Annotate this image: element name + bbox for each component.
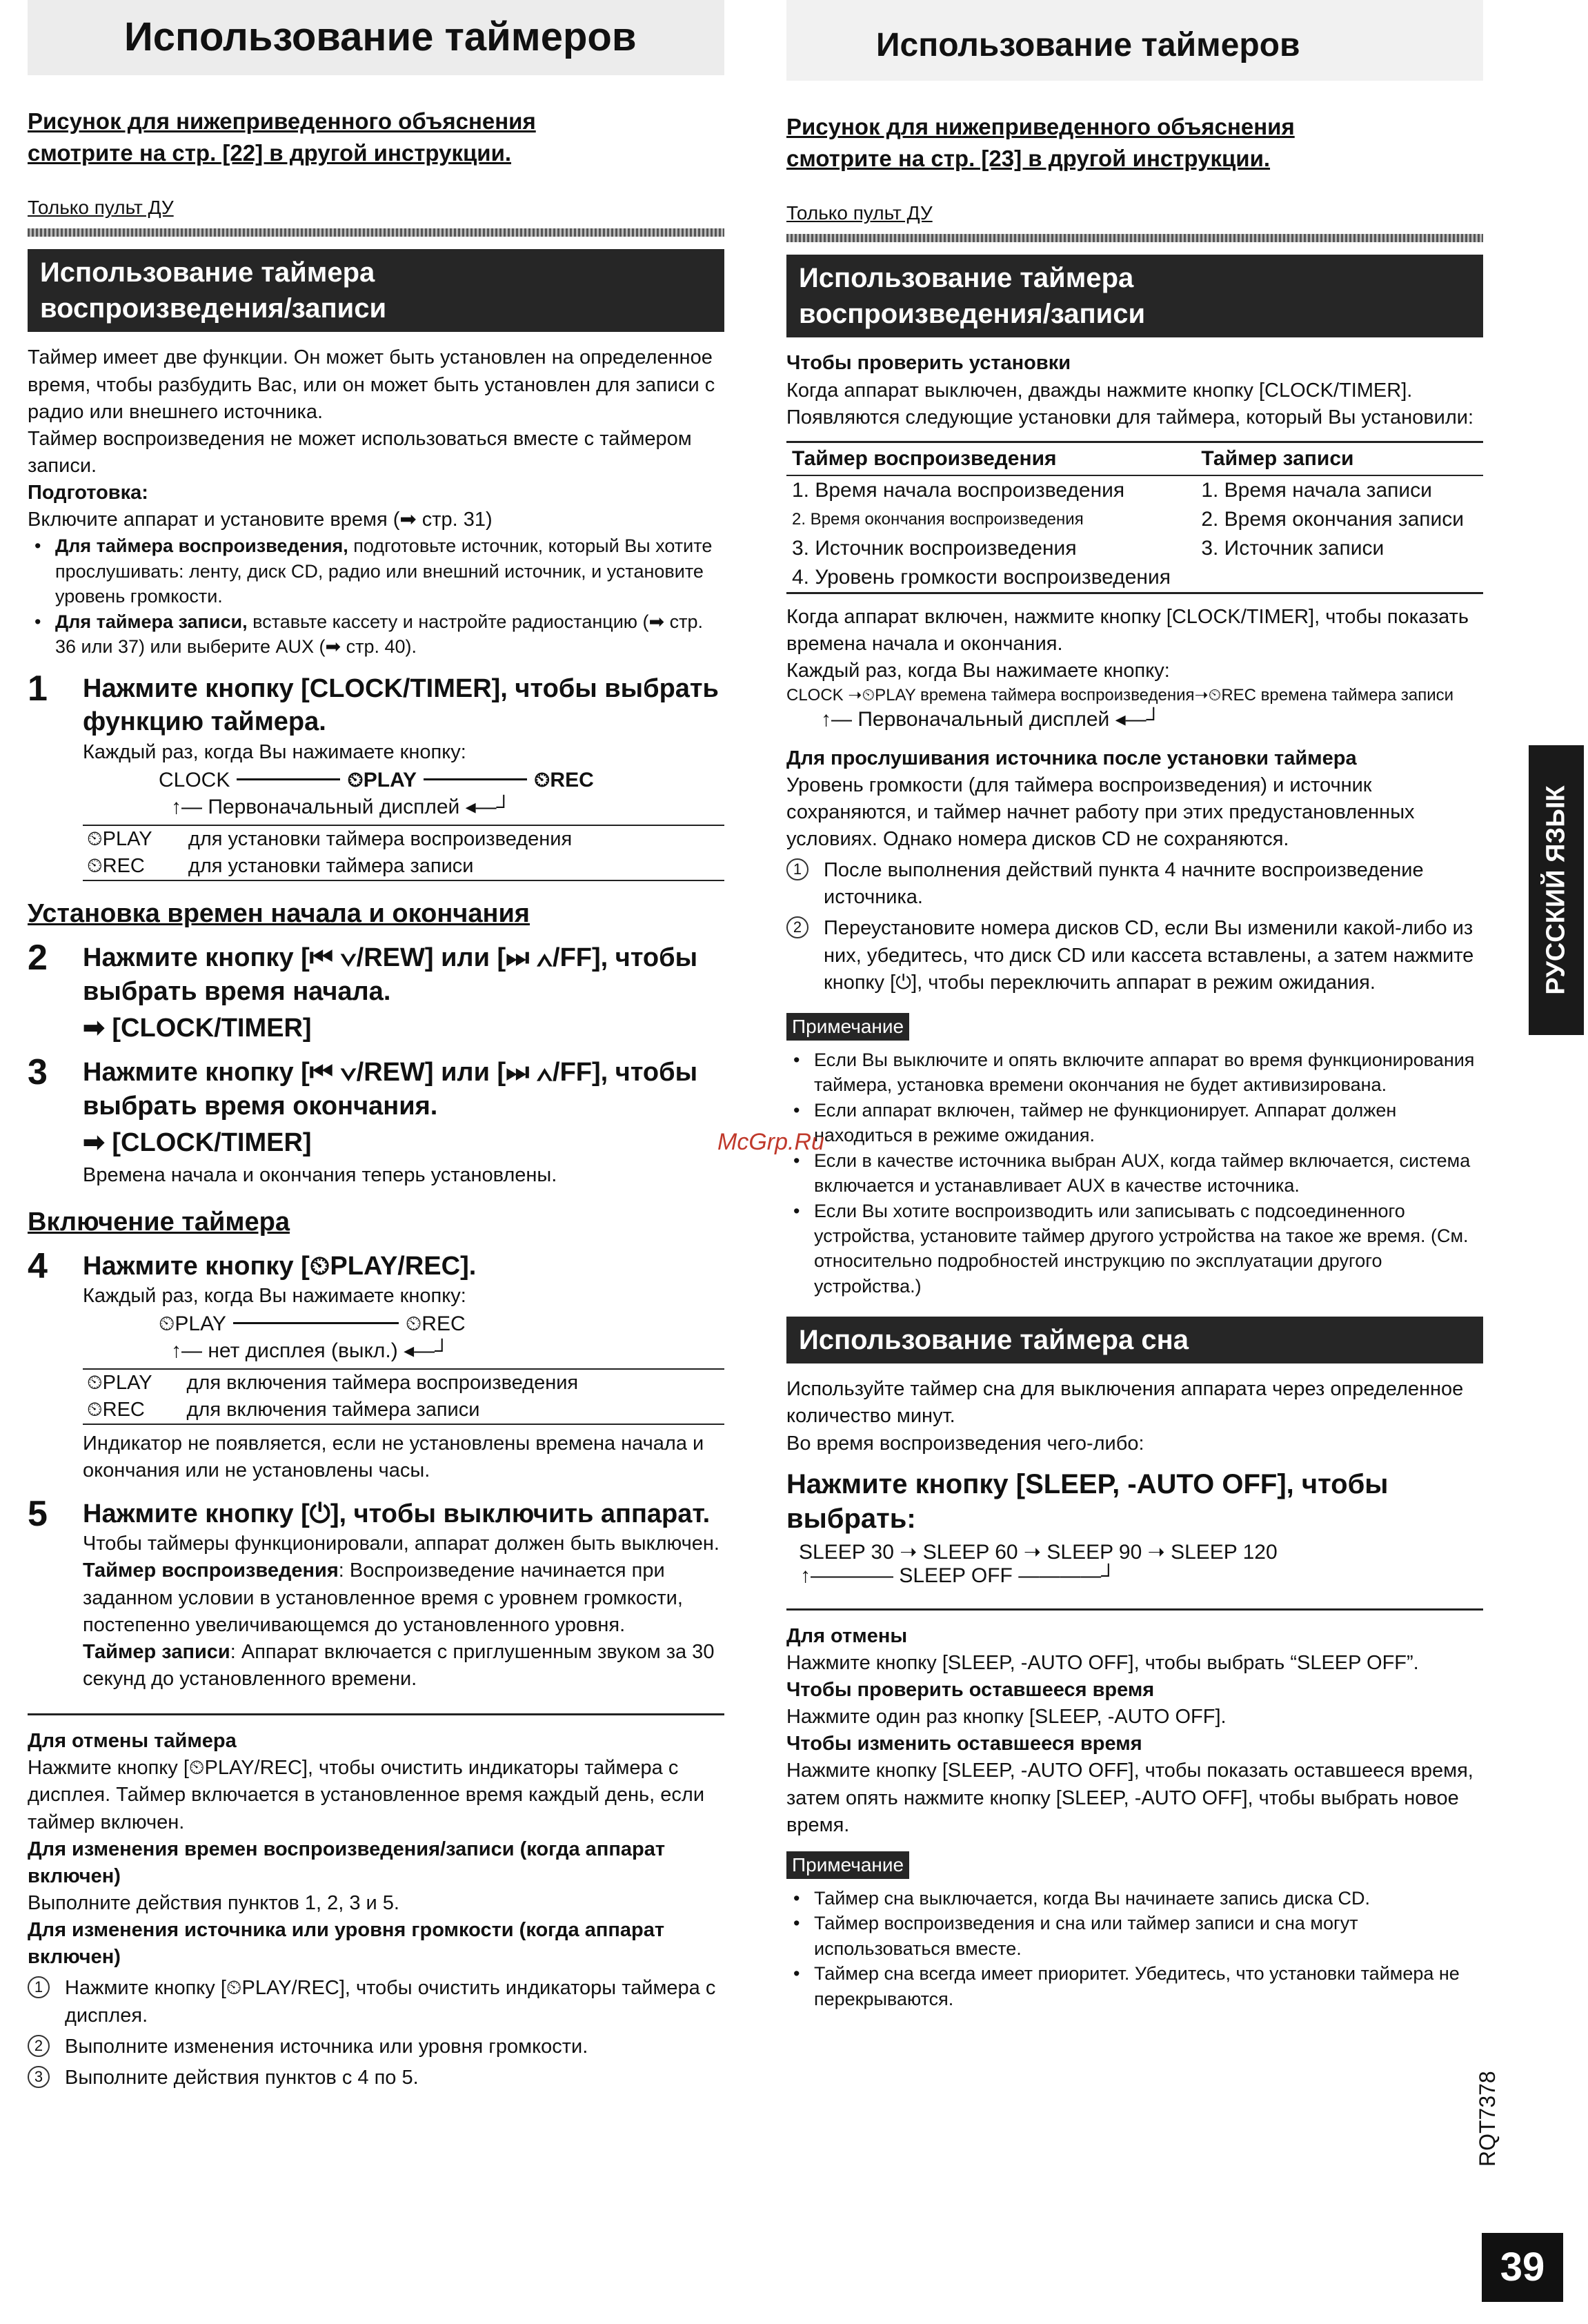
arrow-left-icon: ◂—┘ <box>459 795 511 818</box>
reference-line: Рисунок для нижеприведенного объяснения <box>28 108 536 134</box>
table-row <box>786 563 1483 593</box>
def-value: для включения таймера записи <box>182 1397 724 1424</box>
step-3 <box>28 1052 724 1189</box>
note-item: • Таймер сна всегда имеет приоритет. Убедитесь, что установки таймера не перекрываются. <box>786 1961 1483 2011</box>
remain-text: Нажмите один раз кнопку [SLEEP, -AUTO OFF]. <box>786 1706 1227 1729</box>
arrow-left-icon: ◂—┘ <box>1109 707 1161 731</box>
numbered-item-text: Выполните изменения источника или уровня громкости. <box>65 2035 588 2058</box>
subheading: Установка времен начала и окончания <box>28 898 530 928</box>
definition-table <box>83 1368 724 1425</box>
bullet-lead: Для таймера записи, <box>55 611 248 632</box>
table-cell: 3. Источник воспроизведения <box>792 536 1077 560</box>
on-text: Когда аппарат включен, нажмите кнопку [CLOCK/TIMER], чтобы показать времена начала и окончания. <box>786 605 1469 655</box>
section-heading <box>28 249 724 332</box>
table-cell: 4. Уровень громкости воспроизведения <box>786 563 1195 593</box>
arrow-right-icon <box>424 778 527 780</box>
flow-return <box>171 1339 724 1363</box>
step-number: 4 <box>28 1245 48 1286</box>
step-note: Индикатор не появляется, если не установлены времена начала и окончания или не установлены часы. <box>83 1432 704 1482</box>
step-number: 1 <box>28 668 48 709</box>
def-key: ⏲PLAY <box>83 825 184 853</box>
divider <box>28 1713 724 1715</box>
flow-return-label: нет дисплея (выкл.) <box>208 1339 398 1363</box>
numbered-item-text: Выполните действия пунктов с 4 по 5. <box>65 2066 419 2089</box>
arrow-right-icon <box>237 778 340 780</box>
watermark: McGrp.Ru <box>717 1129 824 1155</box>
note-item: • Если аппарат включен, таймер не функционирует. Аппарат должен находиться в режиме ожидания. <box>786 1098 1483 1148</box>
intro-text: Таймер воспроизведения не может использоваться вместе с таймером записи. <box>28 427 692 477</box>
section-heading <box>786 255 1483 337</box>
prep-title: Подготовка: <box>28 482 148 504</box>
arrow-left-icon: ————┘ <box>1012 1564 1116 1587</box>
check-title: Чтобы проверить установки <box>786 352 1071 375</box>
flow-return-label: Первоначальный дисплей <box>208 795 460 818</box>
reference-line: Рисунок для нижеприведенного объяснения <box>786 114 1295 139</box>
remote-only-label: Только пульт ДУ <box>786 202 933 224</box>
page-title: Использование таймеров <box>786 0 1483 81</box>
listen-text: Уровень громкости (для таймера воспроизведения) и источник сохраняются, и таймер начнет работу при этих предустановленных условиях. Однако номера дисков CD не сохраняются. <box>786 774 1415 851</box>
circled-number-icon: 1 <box>28 1976 50 1998</box>
hatched-rule <box>786 234 1483 242</box>
source-title: Для изменения источника или уровня громкости (когда аппарат включен) <box>28 1919 665 1969</box>
flow-item: ⏲PLAY <box>347 768 417 791</box>
step-text: Каждый раз, когда Вы нажимаете кнопку: <box>83 1285 466 1308</box>
term: Таймер записи <box>83 1640 230 1663</box>
note-label: Примечание <box>786 1851 909 1879</box>
note-item: • Таймер воспроизведения и сна или таймер записи и сна могут использоваться вместе. <box>786 1911 1483 1961</box>
timer-settings-table <box>786 441 1483 594</box>
numbered-item-text: После выполнения действий пункта 4 начните воспроизведение источника. <box>824 859 1424 909</box>
change-text: Нажмите кнопку [SLEEP, -AUTO OFF], чтобы показать оставшееся время, затем опять нажмите кнопку [SLEEP, -AUTO OFF], чтобы выбрать новое время. <box>786 1760 1473 1836</box>
step-title: Нажмите кнопку [⏮ ∨/REW] или [⏭ ∧/FF], чтобы выбрать время начала. <box>83 943 698 1006</box>
def-value: для установки таймера записи <box>184 853 724 880</box>
section-heading-line: Использование таймера <box>40 257 375 288</box>
sleep-intro: Во время воспроизведения чего-либо: <box>786 1432 1144 1455</box>
step-flow <box>159 1312 724 1336</box>
def-value: для включения таймера воспроизведения <box>182 1369 724 1397</box>
step-number: 3 <box>28 1052 48 1093</box>
circled-number-icon: 1 <box>786 858 808 880</box>
language-tab-label: РУССКИЙ ЯЗЫК <box>1541 785 1571 995</box>
reference-line: смотрите на стр. [23] в другой инструкции. <box>786 146 1271 172</box>
flow-item: CLOCK <box>159 768 230 791</box>
def-key: ⏲REC <box>83 853 184 880</box>
flow-item: ⏲REC <box>405 1312 466 1336</box>
section-heading-line: воспроизведения/записи <box>40 293 387 324</box>
circled-number-icon: 2 <box>28 2035 50 2057</box>
remain-title: Чтобы проверить оставшееся время <box>786 1678 1155 1701</box>
step-arrow-action: ➡ [CLOCK/TIMER] <box>83 1128 312 1158</box>
numbered-item-text: Нажмите кнопку [⏲PLAY/REC], чтобы очистить индикаторы таймера с дисплея. <box>65 1977 716 2027</box>
table-row <box>786 505 1483 534</box>
definition-table <box>83 825 724 881</box>
reference-note <box>28 106 724 169</box>
sleep-intro: Используйте таймер сна для выключения аппарата через определенное количество минут. <box>786 1378 1464 1428</box>
term-text: : Аппарат включается с приглушенным звуком за 30 секунд до установленного времени. <box>83 1640 715 1690</box>
flow-item: ⏲PLAY <box>159 1312 226 1336</box>
return-arrow-icon: ↑— <box>821 707 858 731</box>
on-text: Каждый раз, когда Вы нажимаете кнопку: <box>786 660 1170 682</box>
flow-return-label: Первоначальный дисплей <box>857 707 1110 731</box>
page-title: Использование таймеров <box>28 0 724 75</box>
language-tab <box>1529 745 1584 1035</box>
flow-return <box>821 707 1483 731</box>
step-text <box>83 1639 724 1693</box>
circled-number-icon: 2 <box>786 916 808 938</box>
step-4 <box>28 1245 724 1485</box>
flow-item: ⏲REC <box>534 768 594 791</box>
term: Таймер воспроизведения <box>83 1559 339 1582</box>
section-heading: Использование таймера сна <box>786 1317 1483 1363</box>
note-label: Примечание <box>786 1013 909 1041</box>
left-column <box>28 0 724 2096</box>
prep-bullet <box>28 533 724 609</box>
change-text: Выполните действия пунктов 1, 2, 3 и 5. <box>28 1891 399 1914</box>
flow-return <box>171 795 724 819</box>
table-row <box>786 534 1483 563</box>
def-key: ⏲REC <box>83 1397 182 1424</box>
prep-text: Включите аппарат и установите время (➡ стр. 31) <box>28 509 493 531</box>
table-cell: 1. Время начала записи <box>1201 478 1432 502</box>
step-arrow-action: ➡ [CLOCK/TIMER] <box>83 1014 312 1043</box>
arrow-right-icon <box>233 1322 399 1324</box>
def-key: ⏲PLAY <box>83 1369 182 1397</box>
bullet-text: подготовьте источник, который Вы хотите прослушивать: ленту, диск CD, радио или внешний источник, и установите уровень громкости. <box>55 535 713 607</box>
bullet-lead: Для таймера воспроизведения, <box>55 535 348 557</box>
numbered-item <box>28 2034 724 2060</box>
sleep-flow: SLEEP 30 ➝ SLEEP 60 ➝ SLEEP 90 ➝ SLEEP 120 <box>799 1540 1278 1564</box>
step-number: 2 <box>28 937 48 978</box>
step-text: Чтобы таймеры функционировали, аппарат должен быть выключен. <box>83 1533 719 1555</box>
right-column <box>786 0 1483 2011</box>
numbered-item <box>28 2065 724 2091</box>
check-text: Появляются следующие установки для таймера, который Вы установили: <box>786 406 1474 429</box>
cancel-title: Для отмены <box>786 1624 908 1647</box>
step-2 <box>28 937 724 1043</box>
numbered-item <box>28 1975 724 2029</box>
divider <box>786 1608 1483 1611</box>
step-5 <box>28 1493 724 1693</box>
remote-only-label: Только пульт ДУ <box>28 197 174 219</box>
section-heading-line: воспроизведения/записи <box>799 299 1146 330</box>
reference-line: смотрите на стр. [22] в другой инструкции. <box>28 140 512 166</box>
step-text: Времена начала и окончания теперь установлены. <box>83 1164 557 1187</box>
table-header: Таймер записи <box>1195 442 1483 475</box>
step-title: Нажмите кнопку [CLOCK/TIMER], чтобы выбрать функцию таймера. <box>83 673 719 737</box>
step-title: Нажмите кнопку [⏲PLAY/REC]. <box>83 1251 477 1281</box>
table-cell: 2. Время окончания воспроизведения <box>792 509 1084 529</box>
return-arrow-icon: ↑— <box>171 1339 208 1363</box>
note-item: • Если Вы выключите и опять включите аппарат во время функционирования таймера, установка времени окончания не будет активизирована. <box>786 1047 1483 1098</box>
step-text: Каждый раз, когда Вы нажимаете кнопку: <box>83 740 466 763</box>
section-heading-line: Использование таймера <box>799 263 1134 294</box>
cancel-title: Для отмены таймера <box>28 1730 237 1753</box>
table-cell <box>1195 563 1483 593</box>
step-text <box>83 1557 724 1638</box>
change-title: Для изменения времен воспроизведения/записи (когда аппарат включен) <box>28 1838 666 1887</box>
table-cell: 3. Источник записи <box>1201 536 1384 560</box>
on-flow: CLOCK ➝⏲PLAY времена таймера воспроизведения➝⏲REC времена таймера записи <box>786 686 1454 705</box>
note-item: • Таймер сна выключается, когда Вы начинаете запись диска CD. <box>786 1886 1483 1911</box>
bullet-text: вставьте кассету и настройте радиостанцию (➡ стр. 36 или 37) или выберите AUX (➡ стр. 40). <box>55 611 704 658</box>
circled-number-icon: 3 <box>28 2066 50 2088</box>
numbered-item-text: Переустановите номера дисков CD, если Вы изменили какой-либо из них, убедитесь, что диск CD или кассета вставлены, а затем нажмите кнопку [⏻], чтобы переключить аппарат в режим ожидания. <box>824 917 1474 994</box>
numbered-item <box>786 857 1483 911</box>
step-title: Нажмите кнопку [⏻], чтобы выключить аппарат. <box>83 1499 711 1528</box>
return-arrow-icon: ↑———— <box>800 1564 900 1587</box>
check-text: Когда аппарат выключен, дважды нажмите кнопку [CLOCK/TIMER]. <box>786 379 1413 402</box>
cancel-text: Нажмите кнопку [SLEEP, -AUTO OFF], чтобы выбрать “SLEEP OFF”. <box>786 1651 1419 1674</box>
note-item: • Если Вы хотите воспроизводить или записывать с подсоединенного устройства, установите таймер другого устройства на такое же время. (См. относительно подробностей инструкцию по эксплуатации другого устройства.) <box>786 1199 1483 1299</box>
flow-return-label: SLEEP OFF <box>899 1564 1013 1587</box>
table-cell: 1. Время начала воспроизведения <box>792 478 1125 502</box>
step-1 <box>28 668 724 881</box>
page-number: 39 <box>1482 2233 1563 2302</box>
note-item: • Если в качестве источника выбран AUX, когда таймер включается, система включается и устанавливает AUX в качестве источника. <box>786 1148 1483 1199</box>
step-number: 5 <box>28 1493 48 1534</box>
reference-note <box>786 111 1483 175</box>
subheading: Включение таймера <box>28 1207 290 1237</box>
table-cell: 2. Время окончания записи <box>1201 507 1465 531</box>
flow-return <box>800 1564 1483 1588</box>
def-value: для установки таймера воспроизведения <box>184 825 724 853</box>
table-header: Таймер воспроизведения <box>786 442 1195 475</box>
step-title: Нажмите кнопку [⏮ ∨/REW] или [⏭ ∧/FF], чтобы выбрать время окончания. <box>83 1058 698 1121</box>
cancel-text: Нажмите кнопку [⏲PLAY/REC], чтобы очистить индикаторы таймера с дисплея. Таймер включается в установленное время каждый день, если таймер включен. <box>28 1757 705 1833</box>
step-flow <box>159 769 724 792</box>
hatched-rule <box>28 228 724 237</box>
table-row <box>786 475 1483 505</box>
arrow-left-icon: ◂—┘ <box>397 1339 450 1363</box>
return-arrow-icon: ↑— <box>171 795 208 818</box>
sleep-step-title: Нажмите кнопку [SLEEP, -AUTO OFF], чтобы выбрать: <box>786 1468 1389 1534</box>
change-title: Чтобы изменить оставшееся время <box>786 1733 1142 1755</box>
prep-bullet <box>28 609 724 660</box>
listen-title: Для прослушивания источника после установки таймера <box>786 747 1357 769</box>
intro-text: Таймер имеет две функции. Он может быть установлен на определенное время, чтобы разбудить Вас, или он может быть установлен для записи с радио или внешнего источника. <box>28 346 715 423</box>
term-text: : Воспроизведение начинается при заданном условии в установленное время с уровнем громкости, постепенно увеличивающемся до установленного уровня. <box>83 1559 683 1636</box>
model-code: RQT7378 <box>1475 2071 1500 2167</box>
numbered-item <box>786 915 1483 996</box>
